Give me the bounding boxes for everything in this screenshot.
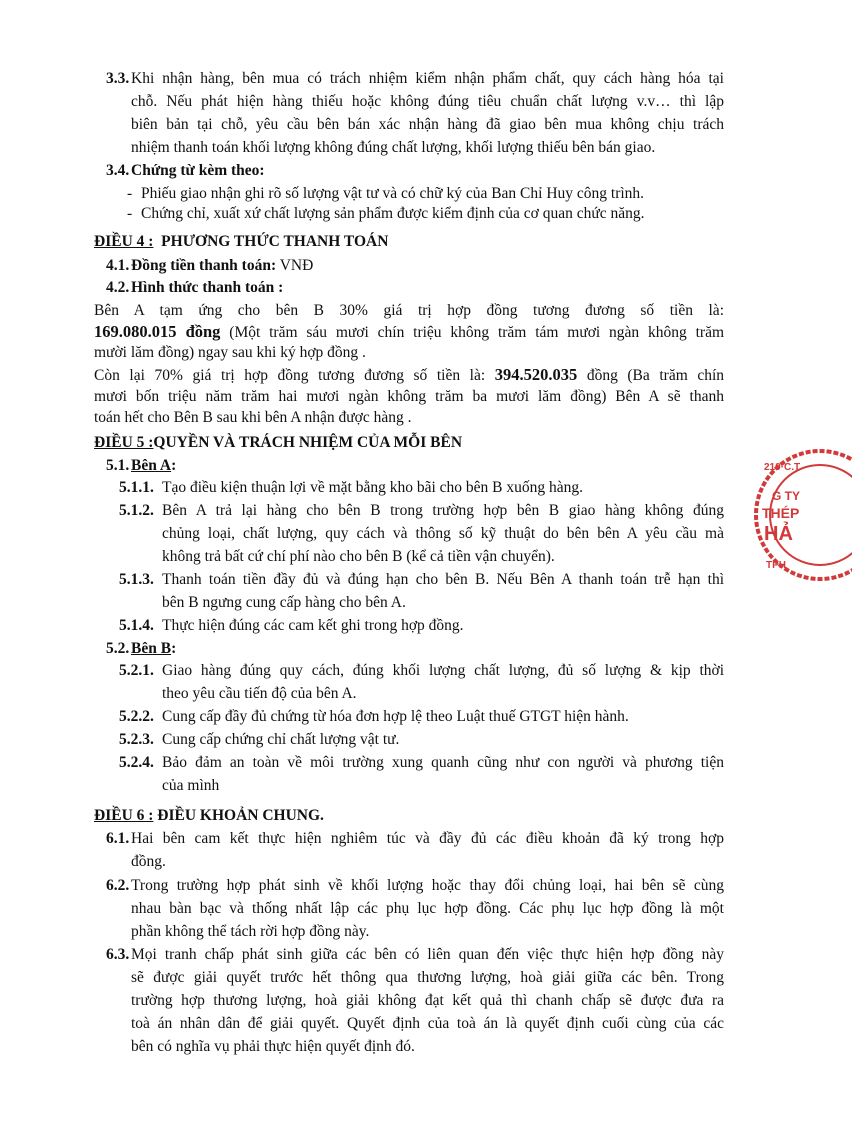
clause-5-2-2-number: 5.2.2. [119,708,154,725]
clause-6-2-number: 6.2. [106,877,130,894]
clause-5-2-heading [131,639,176,659]
stamp-text-4: HẢ [764,523,793,545]
payment-para-2-line-1-start: Còn lại 70% giá trị hợp đồng tương đương số tiền là: [94,367,486,384]
payment-para-2-line-1 [94,365,724,386]
article-4-heading [94,232,388,252]
article-5-heading [94,433,462,453]
remaining-amount: 394.520.035 [494,365,578,384]
stamp-text-1: 210·C.T [764,462,801,473]
clause-4-2-title: Hình thức thanh toán : [131,279,284,296]
payment-para-1-line-2 [94,322,724,343]
article-5-title: QUYỀN VÀ TRÁCH NHIỆM CỦA MỖI BÊN [153,434,463,451]
clause-5-2-4-line-1: Bảo đảm an toàn về môi trường xung quanh cũng như con người và phương tiện [162,754,724,771]
clause-5-2-3-line-1: Cung cấp chứng chỉ chất lượng vật tư. [162,731,400,748]
clause-5-1-2-line-1: Bên A trả lại hàng cho bên B trong trường hợp bên B giao hàng không đúng [162,502,724,519]
article-4-label: ĐIỀU 4 : [94,233,154,250]
clause-5-2-1-line-1: Giao hàng đúng quy cách, đúng khối lượng chất lượng, đủ số lượng & kịp thời [162,662,724,679]
clause-6-2-line-3: phần không thể tách rời hợp đồng này. [131,923,370,940]
clause-5-2-title: Bên B [131,640,172,657]
payment-para-1-line-2-text: (Một trăm sáu mươi chín triệu không trăm tám mươi ngàn không trăm [229,324,725,341]
clause-6-3-line-2: sẽ được giải quyết trước hết thông qua thương lượng, hoà giải giữa các bên. Trong [131,969,724,986]
article-6-heading [94,806,324,826]
clause-5-1-2-number: 5.1.2. [119,502,154,519]
article-4-title: PHƯƠNG THỨC THANH TOÁN [161,233,389,250]
clause-3-4-dash-1: - [127,185,133,202]
clause-5-2-2-line-1: Cung cấp đầy đủ chứng từ hóa đơn hợp lệ theo Luật thuế GTGT hiện hành. [162,708,629,725]
article-6-title: ĐIỀU KHOẢN CHUNG. [157,807,324,824]
clause-3-3-line-2: chỗ. Nếu phát hiện hàng thiếu hoặc không đúng tiêu chuẩn chất lượng v.v… thì lập [131,93,724,110]
clause-5-1-title: Bên A [131,457,172,474]
clause-4-1-title: Đồng tiền thanh toán: [131,257,277,274]
clause-4-1-number: 4.1. [106,257,130,274]
clause-5-1-3-number: 5.1.3. [119,571,154,588]
clause-3-4-item-2: Chứng chỉ, xuất xứ chất lượng sản phẩm được kiểm định của cơ quan chức năng. [141,205,645,222]
payment-para-2-line-1-end: đồng (Ba trăm chín [586,367,725,384]
clause-5-1-3-line-2: bên B ngưng cung cấp hàng cho bên A. [162,594,406,611]
clause-5-1-4-number: 5.1.4. [119,617,154,634]
clause-6-1-line-2: đồng. [131,853,166,870]
clause-6-3-line-1: Mọi tranh chấp phát sinh giữa các bên có liên quan đến việc thực hiện hợp đồng này [131,946,724,963]
clause-3-4-title: Chứng từ kèm theo: [131,162,265,179]
payment-para-2-line-3: toán hết cho Bên B sau khi bên A nhận được hàng . [94,409,412,426]
clause-3-3-line-4: nhiệm thanh toán khối lượng không đúng chất lượng, khối lượng thiếu bên bán giao. [131,139,656,156]
clause-6-2-line-2: nhau bàn bạc và thống nhất lập các phụ lục hợp đồng. Các phụ lục hợp đồng là một [131,900,724,917]
clause-4-2-number: 4.2. [106,279,130,296]
clause-5-1-1-line-1: Tạo điều kiện thuận lợi về mặt bằng kho bãi cho bên B xuống hàng. [162,479,584,496]
clause-3-4-dash-2: - [127,205,133,222]
clause-6-1-number: 6.1. [106,830,130,847]
clause-4-1-text [131,256,313,276]
clause-5-1-4-line-1: Thực hiện đúng các cam kết ghi trong hợp đồng. [162,617,464,634]
clause-3-4-item-1: Phiếu giao nhận ghi rõ số lượng vật tư và có chữ ký của Ban Chỉ Huy công trình. [141,185,645,202]
article-6-label: ĐIỀU 6 : [94,807,154,824]
currency-value: VNĐ [279,257,314,274]
stamp-text-5: TPH [766,560,786,571]
clause-5-2-4-number: 5.2.4. [119,754,154,771]
clause-3-4-number: 3.4. [106,162,130,179]
advance-amount: 169.080.015 đồng [94,322,221,341]
article-5-label: ĐIỀU 5 : [94,434,154,451]
clause-5-1-3-line-1: Thanh toán tiền đầy đủ và đúng hạn cho bên B. Nếu Bên A thanh toán trễ hạn thì [162,571,724,588]
payment-para-1-line-3: mười lăm đồng) ngay sau khi ký hợp đồng . [94,344,366,361]
clause-6-3-line-5: bên có nghĩa vụ phải thực hiện quyết định đó. [131,1038,415,1055]
clause-5-1-2-line-3: không trả bất cứ chí phí nào cho bên B (kể cả tiền vận chuyển). [162,548,555,565]
clause-5-2-4-line-2: của mình [162,777,220,794]
payment-para-2-line-2: mươi bốn triệu năm trăm hai mươi ngàn không trăm ba mươi lăm đồng) Bên A sẽ thanh [94,388,724,405]
payment-para-1-line-1: Bên A tạm ứng cho bên B 30% giá trị hợp đồng tương đương số tiền là: [94,302,724,319]
stamp-text-2: G TY [772,489,801,503]
clause-5-2-number: 5.2. [106,640,130,657]
clause-6-3-number: 6.3. [106,946,130,963]
clause-5-1-colon: : [171,457,177,474]
stamp-text-3: THÉP [762,505,800,521]
clause-6-2-line-1: Trong trường hợp phát sinh về khối lượng hoặc thay đổi chủng loại, hai bên sẽ cùng [131,877,724,894]
clause-5-2-1-line-2: theo yêu cầu tiến độ của bên A. [162,685,357,702]
company-stamp [752,440,852,590]
clause-6-1-line-1: Hai bên cam kết thực hiện nghiêm túc và đầy đủ các điều khoản đã ký trong hợp [131,830,724,847]
clause-5-2-1-number: 5.2.1. [119,662,154,679]
clause-5-1-number: 5.1. [106,457,130,474]
clause-3-3-number: 3.3. [106,70,130,87]
clause-6-3-line-4: toà án nhân dân để giải quyết. Quyết định của toà án là quyết định cuối cùng của các [131,1015,724,1032]
clause-6-3-line-3: trường hợp thương lượng, hoà giải không đạt kết quả thì chanh chấp sẽ được đưa ra [131,992,724,1009]
clause-5-2-3-number: 5.2.3. [119,731,154,748]
clause-3-3-line-1: Khi nhận hàng, bên mua có trách nhiệm kiểm nhận phẩm chất, quy cách hàng hóa tại [131,70,724,87]
clause-5-1-2-line-2: chủng loại, chất lượng, quy cách và thông số kỹ thuật do bên bên A yêu cầu mà [162,525,724,542]
clause-3-3-line-3: biên bản tại chỗ, yêu cầu bên bán xác nhận hàng đã giao bên mua không chịu trách [131,116,724,133]
clause-5-1-1-number: 5.1.1. [119,479,154,496]
clause-5-1-heading [131,456,176,476]
clause-5-2-colon: : [171,640,177,657]
